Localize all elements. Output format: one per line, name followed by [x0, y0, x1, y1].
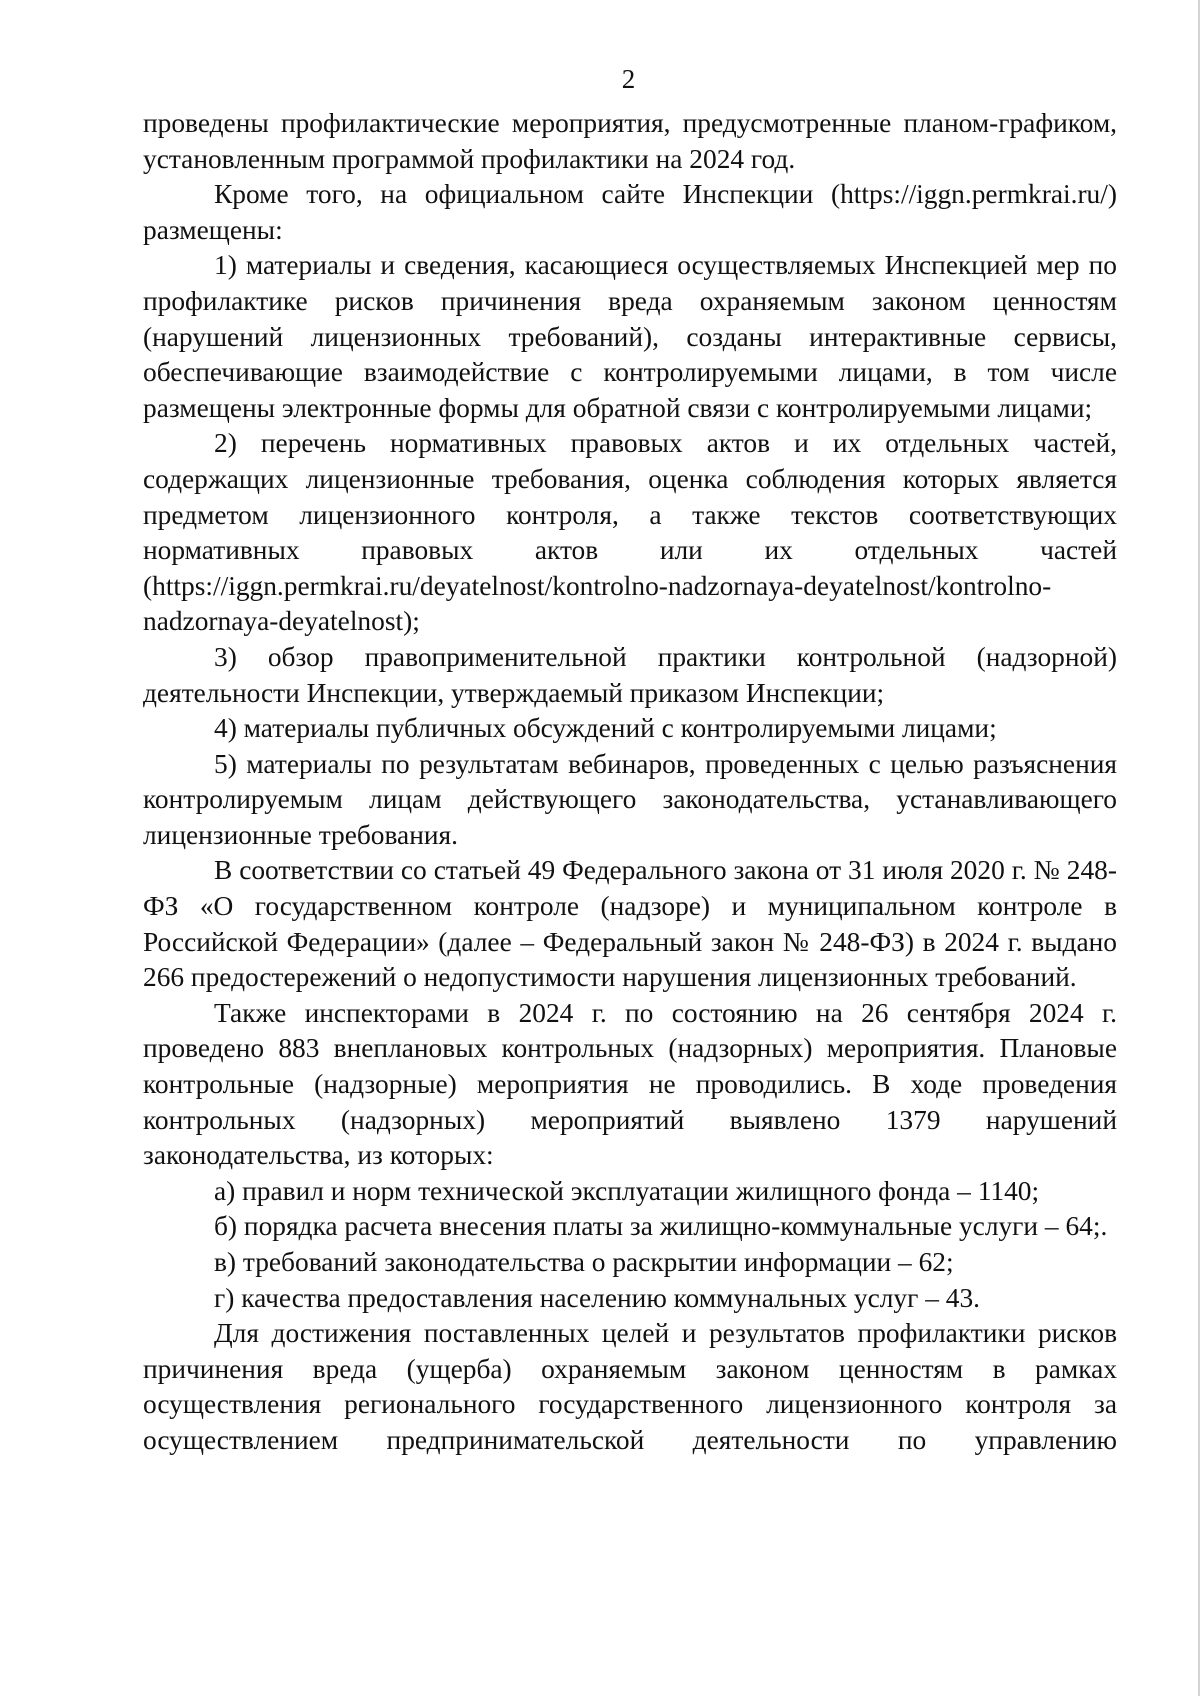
list-item-4: 4) материалы публичных обсуждений с контролируемыми лицами;: [214, 713, 997, 744]
violation-item-a: а) правил и норм технической эксплуатации жилищного фонда – 1140;: [214, 1175, 1040, 1206]
list-item-5: 5) материалы по результатам вебинаров, проведенных с целью разъяснения контролируемым лицам действующего законодательства, устанавливающего лицензионные требования.: [143, 748, 1117, 850]
paragraph-website-intro: Кроме того, на официальном сайте Инспекции (https://iggn.permkrai.ru/) размещены:: [143, 179, 1117, 245]
list-item-3: 3) обзор правоприменительной практики контрольной (надзорной) деятельности Инспекции, утверждаемый приказом Инспекции;: [143, 641, 1117, 708]
paragraph-inspections: Также инспекторами в 2024 г. по состоянию на 26 сентября 2024 г. проведено 883 внеплановых контрольных (надзорных) мероприятия. Плановые контрольные (надзорные) мероприятия не проводились. В ходе проведения контрольных (надзорных) мероприятий выявлено 1379 нарушений законодательства, из которых:: [143, 997, 1117, 1171]
paragraph-intro-continuation: проведены профилактические мероприятия, предусмотренные планом-графиком, установленным программой профилактики на 2024 год.: [143, 108, 1117, 174]
page-number: 2: [621, 64, 636, 94]
violation-item-b: б) порядка расчета внесения платы за жилищно-коммунальные услуги – 64;.: [214, 1211, 1108, 1242]
document-body: [143, 106, 1117, 1459]
list-item-1: 1) материалы и сведения, касающиеся осуществляемых Инспекцией мер по профилактике рисков причинения вреда охраняемым законом ценностям (нарушений лицензионных требований), созданы интерактивные сервисы, обеспечивающие взаимодействие с контролируемыми лицами, в том числе размещены электронные формы для обратной связи с контролируемыми лицами;: [143, 250, 1117, 423]
violation-item-g: г) качества предоставления населению коммунальных услуг – 43.: [214, 1282, 980, 1313]
violation-item-v: в) требований законодательства о раскрытии информации – 62;: [214, 1247, 954, 1277]
list-item-2: 2) перечень нормативных правовых актов и их отдельных частей, содержащих лицензионные требования, оценка соблюдения которых является предметом лицензионного контроля, а также текстов соответствующих нормативных правовых актов или их отдельных частей: [143, 428, 1117, 566]
paragraph-warnings: В соответствии со статьей 49 Федерального закона от 31 июля 2020 г. № 248-ФЗ «О государственном контроле (надзоре) и муниципальном контроле в Российской Федерации» (далее – Федеральный закон № 248-ФЗ) в 2024 г. выдано 266 предостережений о недопустимости нарушения лицензионных требований.: [143, 855, 1117, 993]
paragraph-goals: Для достижения поставленных целей и результатов профилактики рисков причинения вреда (ущерба) охраняемым законом ценностям в рамках осуществления регионального государственного лицензионного контроля за осуществлением предпринимательской деятельности по управлению: [143, 1318, 1117, 1455]
list-item-2-url: (https://iggn.permkrai.ru/deyatelnost/kontrolno-nadzornaya-deyatelnost/kontrolno-nadzornaya-deyatelnost);: [143, 570, 1052, 637]
